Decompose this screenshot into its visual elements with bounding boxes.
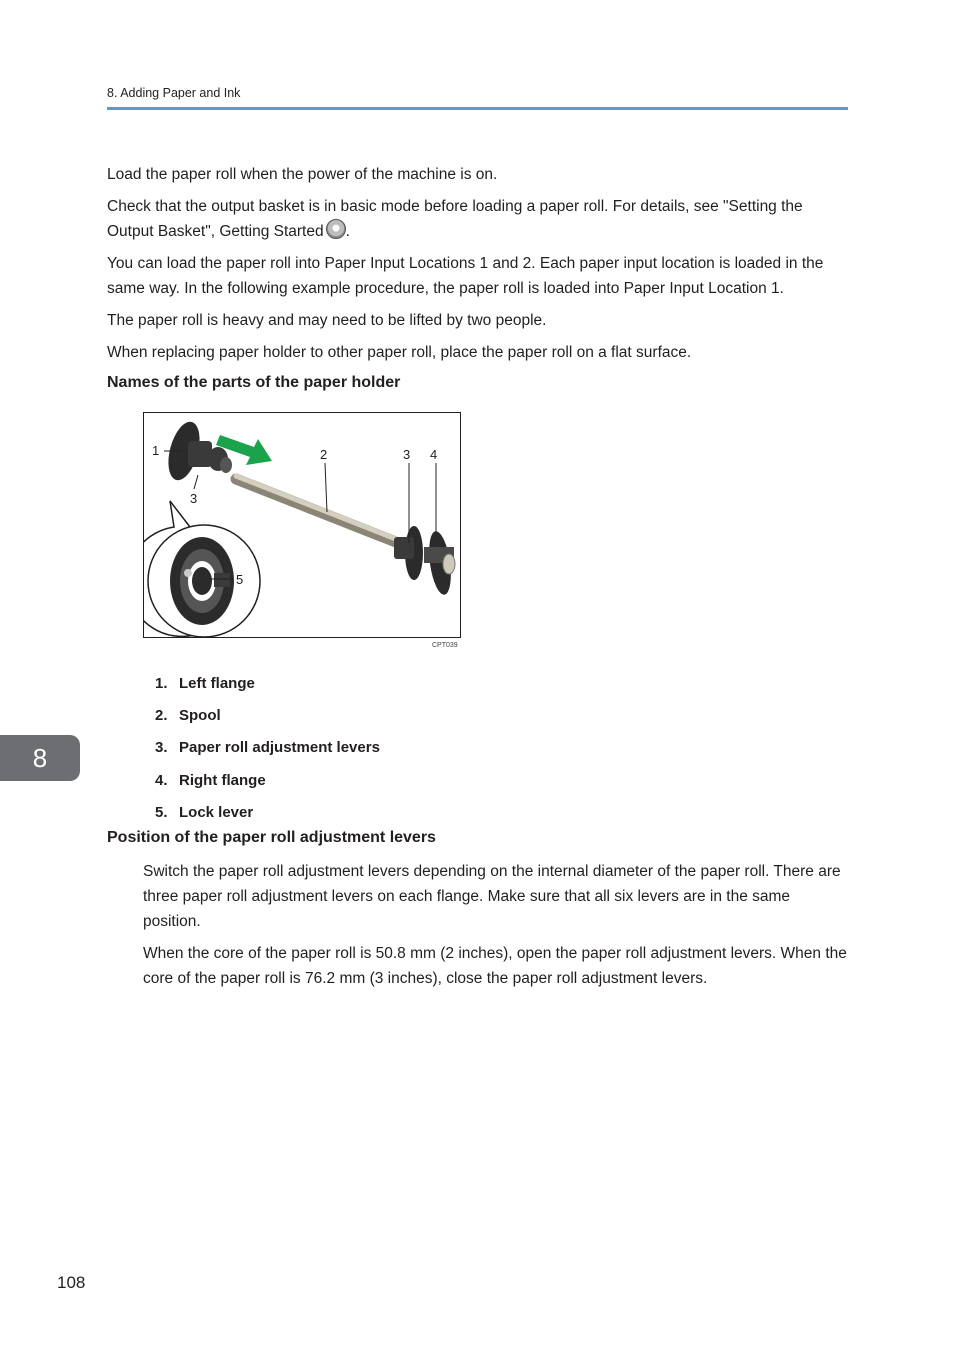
list-item-label: Right flange [179, 771, 266, 789]
manual-reference-icon [326, 219, 346, 239]
callout-2: 2 [320, 447, 328, 462]
list-item-number: 1. [155, 674, 168, 692]
lock-lever-callout [144, 501, 260, 637]
running-header: 8. Adding Paper and Ink [107, 86, 241, 100]
callout-1: 1 [152, 443, 160, 458]
list-item-number: 4. [155, 771, 168, 789]
paragraph-switch-levers: Switch the paper roll adjustment levers depending on the internal diameter of the paper roll. There are three paper roll adjustment levers on each flange. Make sure that all six levers are in the same position. [143, 863, 841, 930]
leader-line-2 [325, 463, 327, 512]
list-item-label: Spool [179, 706, 221, 724]
list-item [155, 667, 380, 699]
list-item-label: Lock lever [179, 803, 254, 821]
page-number: 108 [57, 1273, 86, 1292]
spool-shaft [236, 476, 406, 546]
paper-holder-figure [143, 412, 461, 638]
header-rule [107, 107, 848, 110]
paragraph-output-basket [107, 194, 852, 244]
callout-5: 5 [236, 572, 244, 587]
list-item-number: 5. [155, 803, 168, 821]
list-item-label: Paper roll adjustment levers [179, 739, 380, 757]
list-item-number: 3. [155, 739, 168, 757]
section-heading-levers: Position of the paper roll adjustment levers [107, 829, 436, 846]
paragraph-core-size: When the core of the paper roll is 50.8 mm (2 inches), open the paper roll adjustment levers. When the core of the paper roll is 76.2 mm (3 inches), close the paper roll adjustment levers. [143, 945, 847, 987]
parts-list [155, 667, 380, 828]
paragraph-heavy-roll: The paper roll is heavy and may need to be lifted by two people. [107, 312, 547, 329]
list-item-label: Left flange [179, 674, 255, 692]
callout-3: 3 [403, 447, 411, 462]
paragraph-input-locations: You can load the paper roll into Paper Input Locations 1 and 2. Each paper input location is loaded in the same way. In the following example procedure, the paper roll is loaded into Paper Input Location 1. [107, 255, 824, 297]
list-item [155, 699, 380, 731]
list-item-number: 2. [155, 706, 168, 724]
right-flange-shape [394, 526, 455, 596]
paper-holder-illustration [144, 413, 460, 637]
paragraph-output-basket-end: . [345, 223, 350, 240]
paragraph-power-on: Load the paper roll when the power of the machine is on. [107, 166, 498, 183]
figure-code: CPT039 [432, 642, 458, 649]
list-item [155, 732, 380, 764]
section-heading-parts: Names of the parts of the paper holder [107, 374, 401, 391]
callout-3-left: 3 [190, 491, 198, 506]
callout-4: 4 [430, 447, 438, 462]
list-item [155, 796, 380, 828]
paragraph-flat-surface: When replacing paper holder to other paper roll, place the paper roll on a flat surface. [107, 344, 692, 361]
leader-line-3b [194, 475, 198, 489]
list-item [155, 764, 380, 796]
chapter-tab: 8 [0, 735, 80, 781]
paragraph-output-basket-text: Check that the output basket is in basic mode before loading a paper roll. For details, see "Setting the Output Basket", Getting Started [107, 198, 803, 240]
